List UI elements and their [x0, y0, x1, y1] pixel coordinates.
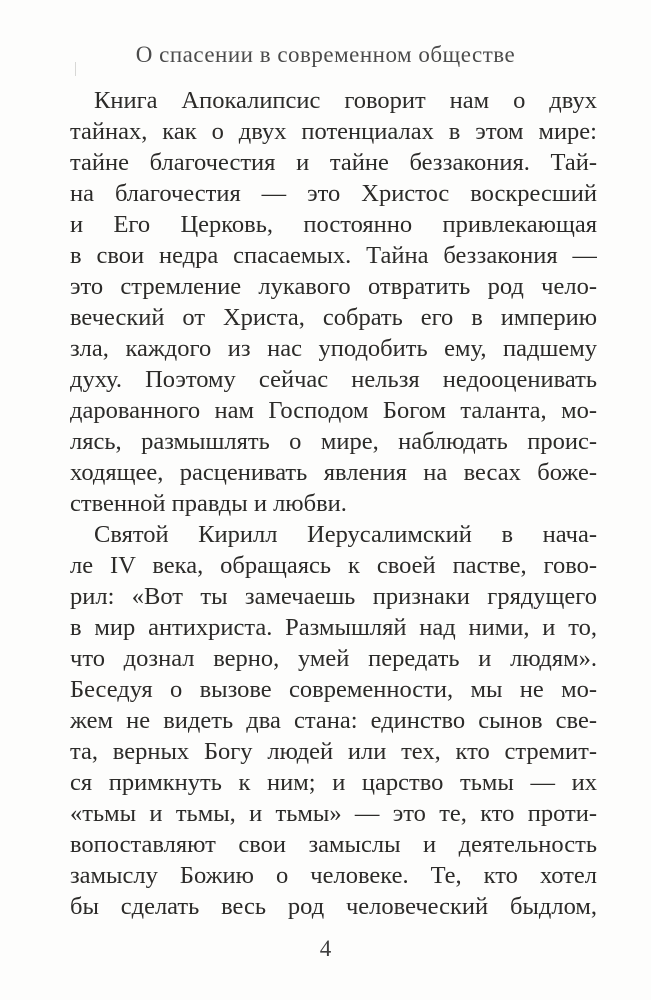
text-line: тайне благочестия и тайне беззакония. Тай-	[70, 149, 597, 176]
text-line: тайнах, как о двух потенциалах в этом мире:	[70, 118, 597, 145]
text-line: ственной правды и любви.	[70, 490, 347, 517]
text-line: в мир антихриста. Размышляй над ними, и то,	[70, 614, 597, 641]
text-line: «тьмы и тьмы, и тьмы» — это те, кто проти-	[70, 800, 597, 827]
text-line: Беседуя о вызове современности, мы не мо-	[70, 676, 597, 703]
text-line: ле IV века, обращаясь к своей пастве, гово-	[70, 552, 597, 579]
text-block	[70, 85, 597, 922]
text-line: бы сделать весь род человеческий быдлом,	[70, 893, 597, 920]
text-line: дарованного нам Господом Богом таланта, мо-	[70, 397, 597, 424]
text-line: веческий от Христа, собрать его в империю	[70, 304, 597, 331]
text-line: вопоставляют свои замыслы и деятельность	[70, 831, 597, 858]
text-line: жем не видеть два стана: единство сынов све-	[70, 707, 597, 734]
text-line: та, верных Богу людей или тех, кто стремит-	[70, 738, 597, 765]
text-line: в свои недра спасаемых. Тайна беззакония —	[70, 242, 597, 269]
text-line: Книга Апокалипсис говорит нам о двух	[94, 87, 597, 114]
text-line: и Его Церковь, постоянно привлекающая	[70, 211, 597, 238]
text-line: зла, каждого из нас уподобить ему, падшему	[70, 335, 597, 362]
text-line: что дознал верно, умей передать и людям».	[70, 645, 597, 672]
text-line: ся примкнуть к ним; и царство тьмы — их	[70, 769, 597, 796]
text-line: духу. Поэтому сейчас нельзя недооценивать	[70, 366, 597, 393]
text-line: рил: «Вот ты замечаешь признаки грядущего	[70, 583, 597, 610]
text-line: это стремление лукавого отвратить род чело-	[70, 273, 597, 300]
page-number: 4	[319, 936, 332, 961]
text-line: лясь, размышлять о мире, наблюдать проис-	[70, 428, 597, 455]
paragraph	[70, 519, 597, 922]
text-line: замыслу Божию о человеке. Те, кто хотел	[70, 862, 597, 889]
text-line: на благочестия — это Христос воскресший	[70, 180, 597, 207]
text-line: Святой Кирилл Иерусалимский в нача-	[94, 521, 597, 548]
text-line: ходящее, расценивать явления на весах боже-	[70, 459, 597, 486]
paragraph	[70, 85, 597, 519]
running-header: О спасении в современном обществе	[135, 42, 516, 67]
